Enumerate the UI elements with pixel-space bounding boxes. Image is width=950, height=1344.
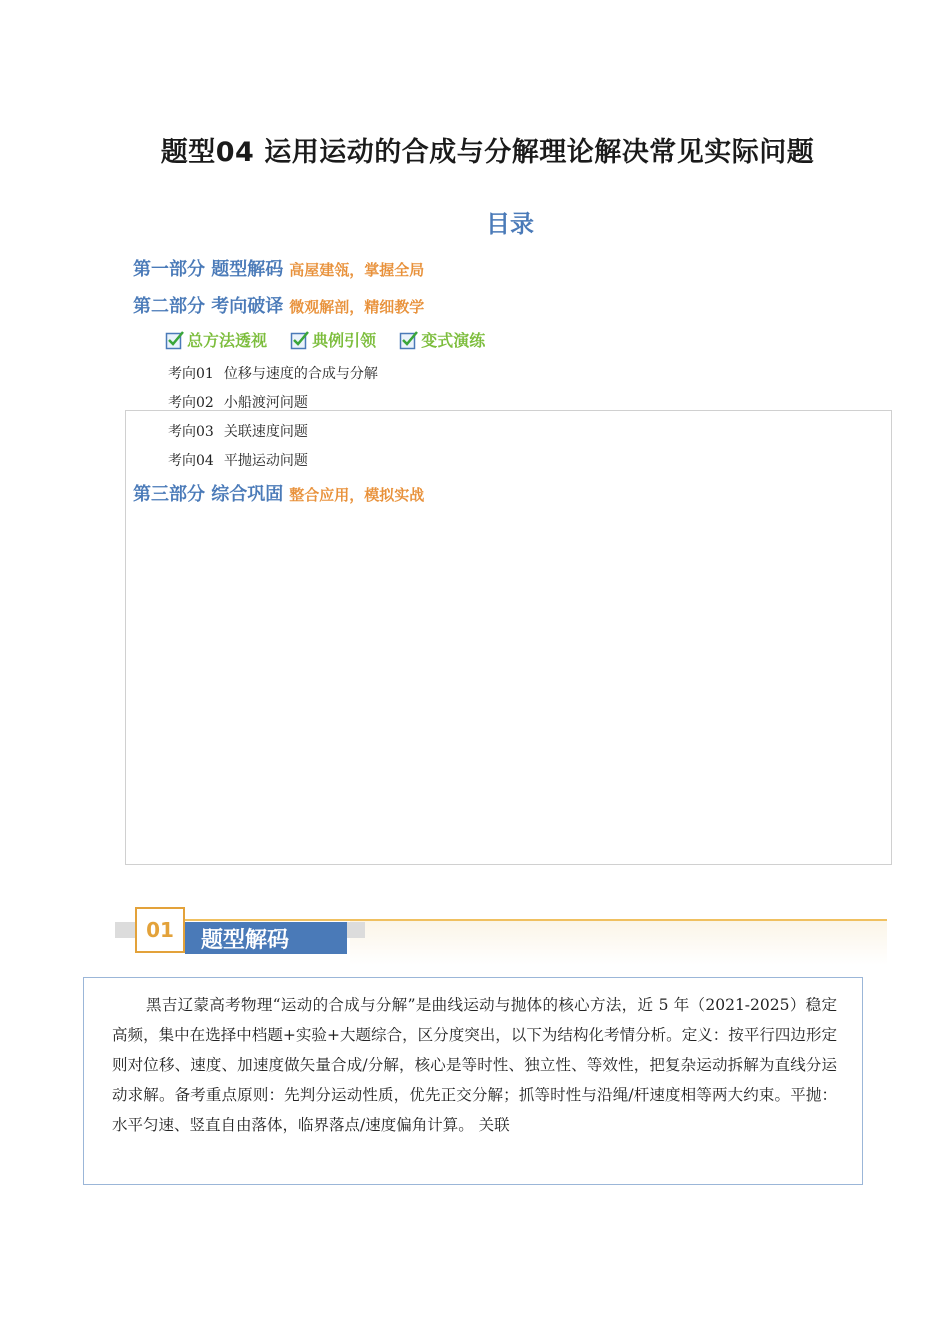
- part-title: 第一部分 题型解码: [133, 259, 284, 280]
- part-title: 第二部分 考向破译: [133, 296, 284, 317]
- toc-part-2[interactable]: [133, 292, 424, 318]
- section-banner-label: 题型解码: [185, 922, 347, 954]
- direction-number: 考向02: [168, 395, 214, 411]
- toc-part-3[interactable]: [133, 480, 424, 506]
- part-subtitle: 微观解剖，精细教学: [289, 298, 425, 316]
- toc-heading: 目录: [486, 210, 534, 238]
- direction-number: 考向01: [168, 366, 214, 382]
- method-label: 变式演练: [421, 331, 486, 350]
- direction-text: 位移与速度的合成与分解: [223, 366, 378, 382]
- toc-direction-2[interactable]: [168, 392, 308, 412]
- method-row: [165, 328, 503, 354]
- checkbox-icon: [165, 330, 185, 350]
- toc-method-examples[interactable]: [290, 328, 376, 351]
- direction-text: 小船渡河问题: [223, 395, 308, 411]
- checkbox-icon: [290, 330, 310, 350]
- part-subtitle: 整合应用，模拟实战: [289, 486, 425, 504]
- intro-paragraph: 黑吉辽蒙高考物理“运动的合成与分解”是曲线运动与抛体的核心方法，近 5 年（2021-2025）稳定高频，集中在选择中档题+实验+大题综合，区分度突出，以下为结构化考情分析。定义：按平行四边形定则对位移、速度、加速度做矢量合成/分解，核心是等时性、独立性、等效性，把复杂运动拆解为直线分运动求解。备考重点原则：先判分运动性质，优先正交分解；抓等时性与沿绳/杆速度相等两大约束。平抛：水平匀速、竖直自由落体，临界落点/速度偏角计算。 关联: [112, 996, 837, 1134]
- direction-text: 关联速度问题: [223, 424, 308, 440]
- direction-text: 平抛运动问题: [223, 453, 308, 469]
- toc-part-1[interactable]: [133, 255, 424, 281]
- document-title: 题型04 运用运动的合成与分解理论解决常见实际问题: [160, 137, 815, 168]
- banner-background: [350, 921, 887, 965]
- part-subtitle: 高屋建瓴，掌握全局: [289, 261, 425, 279]
- toc-direction-1[interactable]: [168, 363, 378, 383]
- section-banner-number: 01: [135, 907, 185, 953]
- part-title: 第三部分 综合巩固: [133, 484, 284, 505]
- banner-divider: [135, 919, 887, 921]
- method-label: 典例引领: [312, 331, 377, 350]
- toc-method-overview[interactable]: [165, 328, 267, 351]
- toc-method-practice[interactable]: [399, 328, 485, 351]
- toc-direction-3[interactable]: [168, 421, 308, 441]
- toc-direction-4[interactable]: [168, 450, 308, 470]
- direction-number: 考向04: [168, 453, 214, 469]
- checkbox-icon: [399, 330, 419, 350]
- toc-frame: [125, 410, 892, 865]
- direction-number: 考向03: [168, 424, 214, 440]
- intro-box: [83, 977, 863, 1185]
- method-label: 总方法透视: [187, 331, 268, 350]
